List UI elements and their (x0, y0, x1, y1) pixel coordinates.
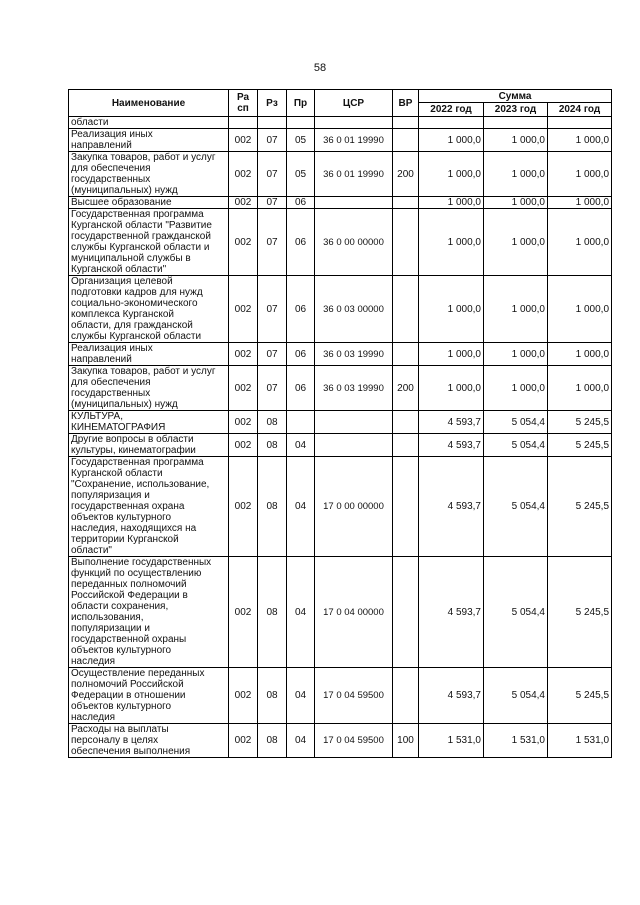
cell-amount-2022: 1 000,0 (419, 129, 484, 152)
cell-csr: 17 0 04 59500 (315, 668, 393, 724)
table-row (69, 457, 612, 557)
cell-csr: 36 0 00 00000 (315, 209, 393, 276)
cell-vr: 200 (393, 366, 419, 411)
cell-rasp: 002 (229, 434, 258, 457)
cell-rasp: 002 (229, 557, 258, 668)
cell-rasp (229, 117, 258, 129)
table-row (69, 129, 612, 152)
cell-rz: 07 (258, 276, 287, 343)
cell-pr: 05 (287, 129, 315, 152)
cell-csr: 36 0 01 19990 (315, 129, 393, 152)
table-row (69, 197, 612, 209)
cell-vr (393, 343, 419, 366)
table-header (69, 90, 612, 117)
table-row (69, 366, 612, 411)
cell-pr: 04 (287, 668, 315, 724)
table-row (69, 117, 612, 129)
cell-vr (393, 411, 419, 434)
header-sum: Сумма (419, 90, 612, 103)
cell-pr (287, 411, 315, 434)
cell-amount-2024: 1 531,0 (548, 724, 612, 758)
cell-csr: 17 0 00 00000 (315, 457, 393, 557)
cell-amount-2024: 1 000,0 (548, 276, 612, 343)
cell-amount-2023: 1 000,0 (484, 366, 548, 411)
cell-rasp: 002 (229, 366, 258, 411)
cell-csr: 17 0 04 59500 (315, 724, 393, 758)
table-row (69, 152, 612, 197)
header-rz: Рз (258, 90, 287, 117)
cell-amount-2024: 1 000,0 (548, 209, 612, 276)
cell-amount-2023: 1 531,0 (484, 724, 548, 758)
cell-name: Расходы на выплаты персоналу в целях обеспечения выполнения (69, 724, 229, 758)
table-row (69, 557, 612, 668)
table-row (69, 668, 612, 724)
cell-name: Реализация иных направлений (69, 343, 229, 366)
cell-csr: 36 0 03 19990 (315, 366, 393, 411)
header-year-2022: 2022 год (419, 103, 484, 117)
cell-amount-2023: 1 000,0 (484, 276, 548, 343)
header-pr: Пр (287, 90, 315, 117)
cell-amount-2022: 4 593,7 (419, 557, 484, 668)
cell-amount-2022: 1 000,0 (419, 366, 484, 411)
cell-name: КУЛЬТУРА, КИНЕМАТОГРАФИЯ (69, 411, 229, 434)
cell-amount-2024: 5 245,5 (548, 557, 612, 668)
cell-pr: 06 (287, 343, 315, 366)
cell-pr: 04 (287, 724, 315, 758)
cell-name: Государственная программа Курганской области "Развитие государственной гражданской службы Курганской области и муниципальной службы в Курганской области" (69, 209, 229, 276)
cell-rz: 08 (258, 557, 287, 668)
cell-rz: 08 (258, 411, 287, 434)
cell-pr: 04 (287, 457, 315, 557)
cell-pr: 06 (287, 276, 315, 343)
cell-amount-2024: 1 000,0 (548, 129, 612, 152)
cell-rz: 07 (258, 197, 287, 209)
cell-amount-2024: 1 000,0 (548, 197, 612, 209)
cell-amount-2022: 1 000,0 (419, 343, 484, 366)
cell-csr: 17 0 04 00000 (315, 557, 393, 668)
table-body (69, 117, 612, 758)
cell-name: Реализация иных направлений (69, 129, 229, 152)
cell-rasp: 002 (229, 276, 258, 343)
cell-name: области (69, 117, 229, 129)
cell-amount-2022: 1 000,0 (419, 152, 484, 197)
cell-amount-2022: 1 000,0 (419, 209, 484, 276)
cell-csr: 36 0 03 00000 (315, 276, 393, 343)
cell-amount-2024: 5 245,5 (548, 434, 612, 457)
header-year-2024: 2024 год (548, 103, 612, 117)
cell-amount-2024: 1 000,0 (548, 152, 612, 197)
cell-rz: 07 (258, 209, 287, 276)
cell-name: Закупка товаров, работ и услуг для обеспечения государственных (муниципальных) нужд (69, 152, 229, 197)
cell-csr: 36 0 01 19990 (315, 152, 393, 197)
cell-pr: 06 (287, 366, 315, 411)
cell-name: Выполнение государственных функций по осуществлению переданных полномочий Российской Федерации в области сохранения, использования, популяризации и государственной охраны объектов культурного наследия (69, 557, 229, 668)
cell-pr (287, 117, 315, 129)
cell-rasp: 002 (229, 411, 258, 434)
cell-amount-2024: 5 245,5 (548, 411, 612, 434)
cell-vr (393, 668, 419, 724)
cell-amount-2024 (548, 117, 612, 129)
cell-rasp: 002 (229, 197, 258, 209)
table-row (69, 411, 612, 434)
table-row (69, 209, 612, 276)
cell-rz: 07 (258, 366, 287, 411)
cell-name: Высшее образование (69, 197, 229, 209)
table-row (69, 276, 612, 343)
cell-rz (258, 117, 287, 129)
cell-amount-2023: 1 000,0 (484, 209, 548, 276)
cell-csr: 36 0 03 19990 (315, 343, 393, 366)
cell-vr (393, 557, 419, 668)
cell-pr: 06 (287, 197, 315, 209)
cell-name: Другие вопросы в области культуры, кинематографии (69, 434, 229, 457)
cell-amount-2023: 5 054,4 (484, 411, 548, 434)
cell-pr: 06 (287, 209, 315, 276)
cell-rasp: 002 (229, 152, 258, 197)
cell-name: Закупка товаров, работ и услуг для обеспечения государственных (муниципальных) нужд (69, 366, 229, 411)
cell-amount-2022: 4 593,7 (419, 434, 484, 457)
cell-amount-2022: 4 593,7 (419, 411, 484, 434)
cell-rasp: 002 (229, 668, 258, 724)
cell-rz: 08 (258, 668, 287, 724)
cell-vr (393, 434, 419, 457)
cell-name: Государственная программа Курганской области "Сохранение, использование, популяризация и государственная охрана объектов культурного наследия, находящихся на территории Курганской области" (69, 457, 229, 557)
cell-rz: 08 (258, 457, 287, 557)
cell-amount-2023: 1 000,0 (484, 343, 548, 366)
cell-amount-2023: 1 000,0 (484, 197, 548, 209)
header-name: Наименование (69, 90, 229, 117)
cell-csr (315, 434, 393, 457)
cell-amount-2023: 5 054,4 (484, 557, 548, 668)
cell-vr (393, 457, 419, 557)
cell-rz: 08 (258, 724, 287, 758)
cell-amount-2024: 5 245,5 (548, 457, 612, 557)
cell-vr: 200 (393, 152, 419, 197)
cell-vr (393, 209, 419, 276)
cell-amount-2022: 4 593,7 (419, 457, 484, 557)
table-row (69, 724, 612, 758)
cell-amount-2024: 1 000,0 (548, 366, 612, 411)
cell-vr: 100 (393, 724, 419, 758)
cell-rasp: 002 (229, 457, 258, 557)
cell-vr (393, 197, 419, 209)
header-csr: ЦСР (315, 90, 393, 117)
cell-amount-2022: 4 593,7 (419, 668, 484, 724)
table-row (69, 434, 612, 457)
cell-csr (315, 411, 393, 434)
budget-table (68, 89, 612, 758)
cell-rasp: 002 (229, 129, 258, 152)
cell-amount-2024: 1 000,0 (548, 343, 612, 366)
cell-rz: 07 (258, 152, 287, 197)
cell-amount-2023: 5 054,4 (484, 668, 548, 724)
page-number: 58 (313, 62, 327, 74)
cell-pr: 04 (287, 434, 315, 457)
cell-amount-2024: 5 245,5 (548, 668, 612, 724)
cell-pr: 04 (287, 557, 315, 668)
cell-pr: 05 (287, 152, 315, 197)
cell-amount-2023: 5 054,4 (484, 434, 548, 457)
cell-csr (315, 197, 393, 209)
cell-amount-2022: 1 000,0 (419, 276, 484, 343)
cell-amount-2023 (484, 117, 548, 129)
cell-amount-2023: 5 054,4 (484, 457, 548, 557)
cell-amount-2023: 1 000,0 (484, 152, 548, 197)
cell-csr (315, 117, 393, 129)
cell-rasp: 002 (229, 343, 258, 366)
cell-rz: 08 (258, 434, 287, 457)
cell-vr (393, 276, 419, 343)
table-row (69, 343, 612, 366)
cell-name: Организация целевой подготовки кадров для нужд социально-экономического комплекса Курганской области, для гражданской службы Курганской области (69, 276, 229, 343)
cell-amount-2023: 1 000,0 (484, 129, 548, 152)
cell-rz: 07 (258, 129, 287, 152)
cell-name: Осуществление переданных полномочий Российской Федерации в отношении объектов культурного наследия (69, 668, 229, 724)
header-rasp: Ра сп (229, 90, 258, 117)
cell-rasp: 002 (229, 209, 258, 276)
cell-vr (393, 129, 419, 152)
cell-vr (393, 117, 419, 129)
cell-rasp: 002 (229, 724, 258, 758)
header-vr: ВР (393, 90, 419, 117)
cell-rz: 07 (258, 343, 287, 366)
cell-amount-2022: 1 531,0 (419, 724, 484, 758)
cell-amount-2022: 1 000,0 (419, 197, 484, 209)
header-year-2023: 2023 год (484, 103, 548, 117)
cell-amount-2022 (419, 117, 484, 129)
